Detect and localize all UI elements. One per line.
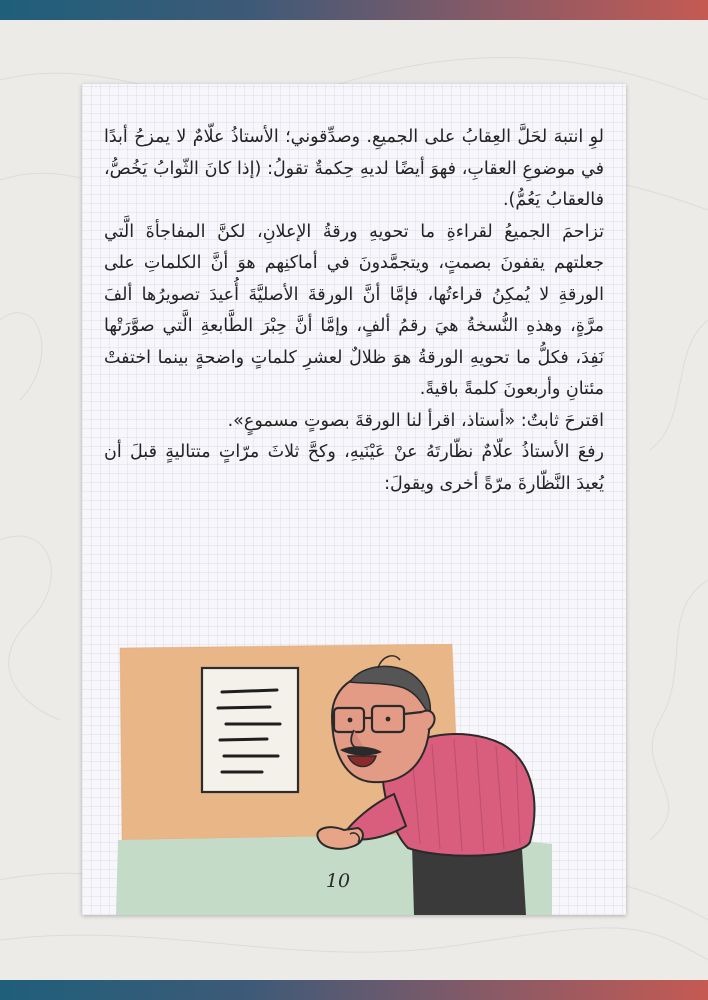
page-number: 10 [325,870,351,892]
story-text [104,122,604,500]
top-color-band [0,0,708,20]
notice-paper-icon [202,668,298,792]
bottom-color-band [0,980,708,1000]
paragraph: اقترحَ ثابتٌ: «أستاذ، اقرأ لنا الورقةَ بصوتٍ مسموعٍ». [227,410,604,431]
teacher-hand [317,827,363,849]
book-page [82,84,626,915]
paragraph: تزاحمَ الجميعُ لقراءةِ ما تحويهِ ورقةُ الإعلانِ، لكنَّ المفاجأةَ الَّتي جعلتهم يقفونَ بصمتٍ، ويتجمَّدونَ في أماكنِهم هوَ أنَّ الكلماتِ على الورقةِ لا يُمكِنُ قراءتُها، فإمَّا أنَّ الورقةَ الأصليَّةَ أُعيدَ تصويرُها ألفَ مرَّةٍ، وهذهِ النُّسخةُ هيَ رقمُ ألفٍ، وإمَّا أنَّ حِبْرَ الطَّابعةِ الَّتي صوَّرَتْها نَفِدَ، فكلُّ ما تحويهِ الورقةُ هوَ ظلالٌ لعشرِ كلماتٍ واضحةٍ بينما اختفتْ مئتانِ وأربعونَ كلمةً باقيةً. [104,221,604,399]
paragraph: لوِ انتبهَ لحَلَّ العِقابُ على الجميعِ. وصدِّقوني؛ الأستاذُ علّامٌ لا يمزحُ أبدًا في موضوعِ العقابِ، فهوَ أيضًا لديهِ حِكمةٌ تقولُ: (إذا كانَ الثّوابُ يَخُصُّ، فالعقابُ يَعُمُّ). [104,127,604,210]
paragraph: رفعَ الأستاذُ علّامٌ نظّارتَهُ عنْ عَيْنَيهِ، وكحَّ ثلاثَ مرّاتٍ متتاليةٍ قبلَ أن يُعيدَ النَّظّارةَ مرّةً أخرى ويقولَ: [104,442,604,494]
